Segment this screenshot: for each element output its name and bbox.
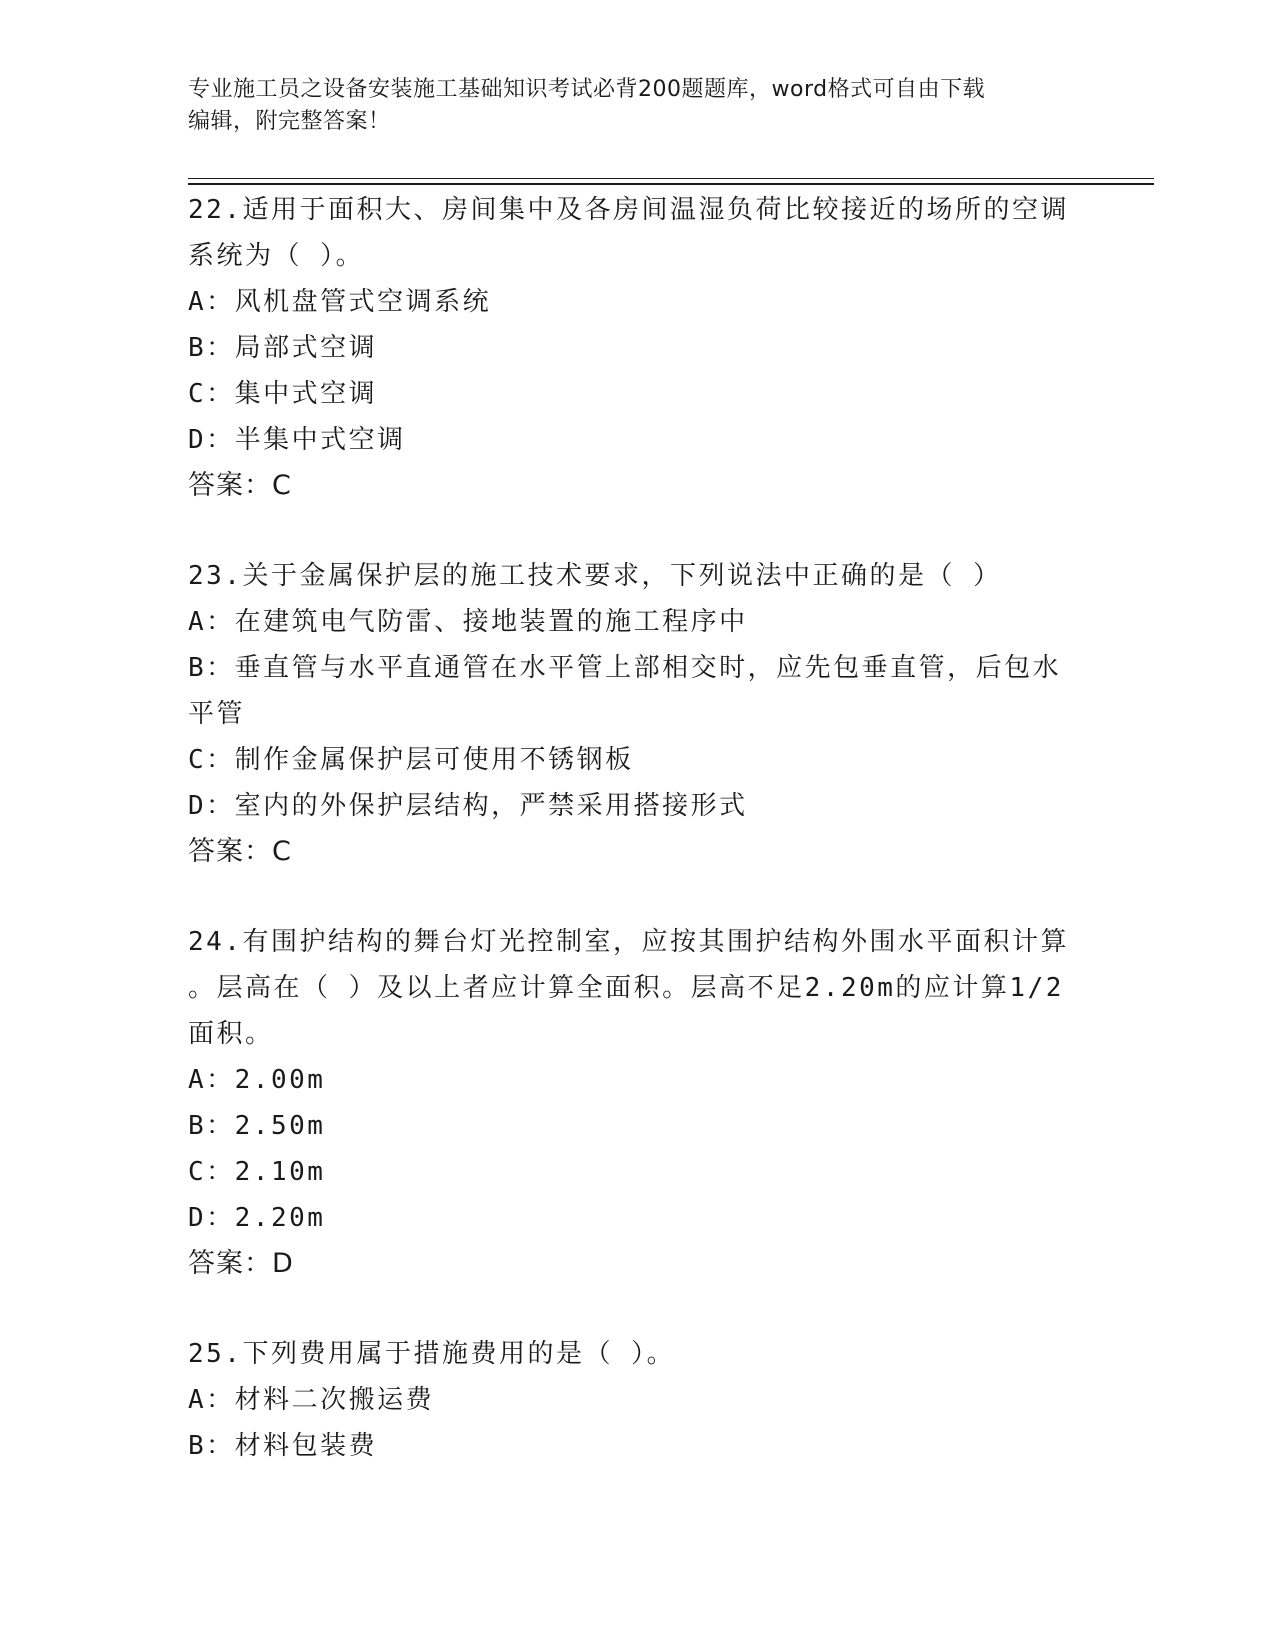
header-divider-thick	[188, 183, 1154, 185]
question-stem: 24.有围护结构的舞台灯光控制室，应按其围护结构外围水平面积计算	[188, 927, 1069, 957]
option-b: B：垂直管与水平直通管在水平管上部相交时，应先包垂直管，后包水	[188, 653, 1062, 683]
option-b: B：局部式空调	[188, 333, 378, 363]
option-b: B：2.50m	[188, 1111, 326, 1141]
question-stem: 。层高在（ ）及以上者应计算全面积。层高不足2.20m的应计算1/2	[188, 973, 1064, 1003]
question-stem: 面积。	[188, 1019, 274, 1049]
option-d: D：半集中式空调	[188, 425, 406, 455]
option-a: A：在建筑电气防雷、接地装置的施工程序中	[188, 607, 748, 637]
question-stem: 22.适用于面积大、房间集中及各房间温湿负荷比较接近的场所的空调	[188, 195, 1069, 225]
answer-label: 答案：C	[188, 836, 292, 867]
question-list	[188, 187, 1088, 1469]
option-c: C：集中式空调	[188, 379, 378, 409]
answer-label: 答案：D	[188, 1248, 294, 1279]
question-22	[188, 187, 1088, 509]
header-line-1: 专业施工员之设备安装施工基础知识考试必背200题题库，word格式可自由下载	[188, 77, 986, 102]
question-stem: 23.关于金属保护层的施工技术要求，下列说法中正确的是（ ）	[188, 561, 1002, 591]
option-d: D：室内的外保护层结构，严禁采用搭接形式	[188, 791, 748, 821]
option-a: A：风机盘管式空调系统	[188, 287, 492, 317]
header-line-2: 编辑，附完整答案！	[188, 109, 391, 134]
document-header	[188, 74, 1068, 138]
option-c: C：2.10m	[188, 1157, 326, 1187]
question-stem: 25.下列费用属于措施费用的是（ ）。	[188, 1339, 676, 1369]
option-b: B：材料包装费	[188, 1431, 378, 1461]
option-a: A：2.00m	[188, 1065, 326, 1095]
option-d: D：2.20m	[188, 1203, 326, 1233]
option-b-continued: 平管	[188, 699, 246, 729]
header-divider-thin	[188, 178, 1154, 179]
question-25	[188, 1331, 1088, 1469]
question-23	[188, 553, 1088, 875]
answer-label: 答案：C	[188, 470, 292, 501]
question-24	[188, 919, 1088, 1287]
question-stem: 系统为（ ）。	[188, 241, 365, 271]
option-a: A：材料二次搬运费	[188, 1385, 435, 1415]
option-c: C：制作金属保护层可使用不锈钢板	[188, 745, 634, 775]
